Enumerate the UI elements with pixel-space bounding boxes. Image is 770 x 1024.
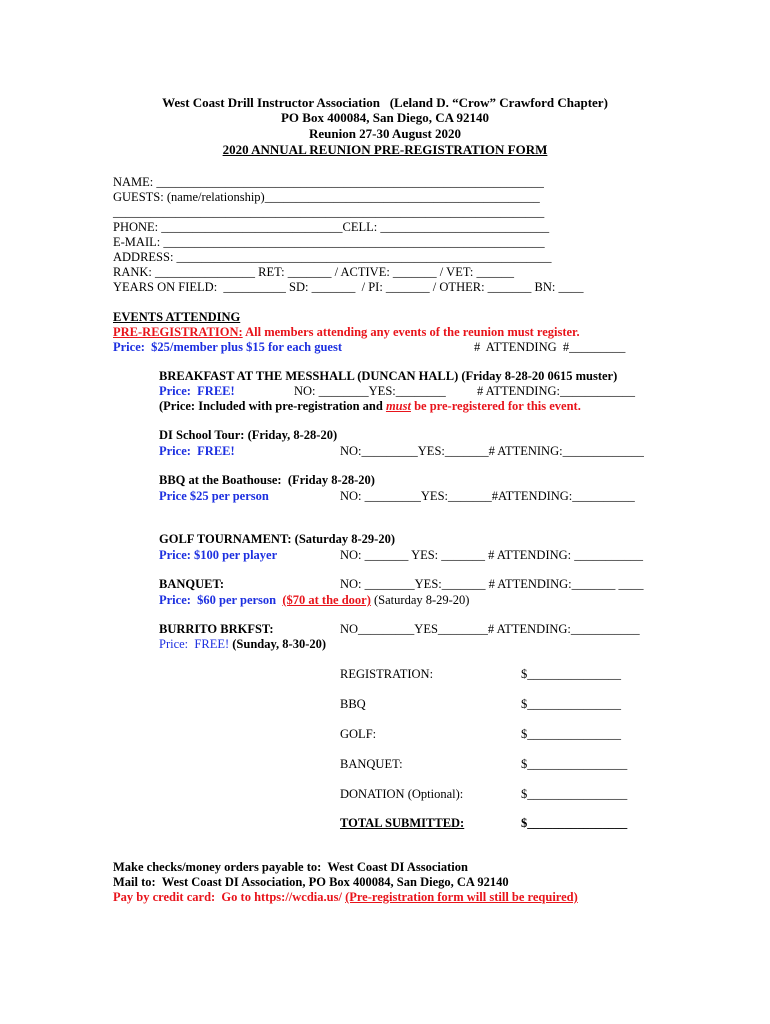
years-on-field[interactable]: YEARS ON FIELD: __________ SD: _______ / PI: _______ / OTHER: _______ BN: ____ bbox=[113, 280, 584, 294]
golf-fields[interactable]: NO: _______ YES: _______ # ATTENDING: ___________ bbox=[340, 548, 644, 562]
credit-card-instructions bbox=[113, 890, 578, 905]
phone-cell-field[interactable]: PHONE: _____________________________CELL: ___________________________ bbox=[113, 220, 550, 234]
breakfast-title: BREAKFAST AT THE MESSHALL (DUNCAN HALL) (Friday 8-28-20 0615 muster) bbox=[159, 369, 618, 383]
checks-payable: Make checks/money orders payable to: West Coast DI Association bbox=[113, 860, 468, 874]
total-amount-bbq[interactable]: $_______________ bbox=[521, 697, 621, 711]
total-amount-banquet[interactable]: $________________ bbox=[521, 757, 628, 771]
bbq-price: Price $25 per person bbox=[159, 489, 269, 503]
rank-status-field[interactable]: RANK: ________________ RET: _______ / ACTIVE: _______ / VET: ______ bbox=[113, 265, 514, 279]
registration-price: Price: $25/member plus $15 for each guest bbox=[113, 340, 343, 354]
registration-attending-field[interactable]: # ATTENDING #_________ bbox=[474, 340, 626, 354]
banquet-price-text: Price: $60 per person bbox=[159, 593, 283, 607]
total-label-registration: REGISTRATION: bbox=[340, 667, 434, 681]
banquet-price bbox=[159, 593, 469, 608]
breakfast-price: Price: FREE! bbox=[159, 384, 235, 398]
name-field[interactable]: NAME: ______________________________________________________________ bbox=[113, 175, 544, 189]
mail-to-address: Mail to: West Coast DI Association, PO Box 400084, San Diego, CA 92140 bbox=[113, 875, 509, 889]
bbq-title: BBQ at the Boathouse: (Friday 8-28-20) bbox=[159, 473, 375, 487]
total-label-submitted: TOTAL SUBMITTED: bbox=[340, 816, 465, 830]
credit-card-text[interactable]: Pay by credit card: Go to https://wcdia.us/ bbox=[113, 890, 346, 904]
email-field[interactable]: E-MAIL: _____________________________________________________________ bbox=[113, 235, 545, 249]
banquet-door-price: ($70 at the door) bbox=[282, 593, 371, 607]
tour-price: Price: FREE! bbox=[159, 444, 235, 458]
form-title: 2020 ANNUAL REUNION PRE-REGISTRATION FORM bbox=[222, 142, 548, 157]
breakfast-fields[interactable]: NO: ________YES:________ # ATTENDING:____________ bbox=[294, 384, 635, 398]
burrito-title: BURRITO BRKFST: bbox=[159, 622, 274, 636]
prereg-text: All members attending any events of the reunion must register. bbox=[242, 325, 580, 339]
total-label-bbq: BBQ bbox=[340, 697, 366, 711]
reunion-dates: Reunion 27-30 August 2020 bbox=[308, 126, 462, 141]
banquet-date: (Saturday 8-29-20) bbox=[370, 593, 470, 607]
prereg-notice bbox=[113, 325, 580, 340]
total-amount-golf[interactable]: $_______________ bbox=[521, 727, 621, 741]
association-name: West Coast Drill Instructor Association (Leland D. “Crow” Crawford Chapter) bbox=[162, 95, 608, 110]
breakfast-note-must: must bbox=[385, 399, 411, 413]
breakfast-note-end: be pre-registered for this event. bbox=[410, 399, 581, 413]
address-field[interactable]: ADDRESS: ____________________________________________________________ bbox=[113, 250, 552, 264]
golf-title: GOLF TOURNAMENT: (Saturday 8-29-20) bbox=[159, 532, 395, 546]
total-label-donation: DONATION (Optional): bbox=[340, 787, 464, 801]
burrito-date: (Sunday, 8-30-20) bbox=[229, 637, 327, 651]
breakfast-note bbox=[159, 399, 581, 414]
banquet-title: BANQUET: bbox=[159, 577, 225, 591]
guests-field[interactable]: GUESTS: (name/relationship)____________________________________________ bbox=[113, 190, 540, 204]
tour-fields[interactable]: NO:_________YES:_______# ATTENING:_____________ bbox=[340, 444, 644, 458]
burrito-price-label: Price: FREE! bbox=[159, 637, 230, 651]
tour-title: DI School Tour: (Friday, 8-28-20) bbox=[159, 428, 338, 442]
total-amount-donation[interactable]: $________________ bbox=[521, 787, 628, 801]
burrito-price bbox=[159, 637, 326, 652]
events-heading: EVENTS ATTENDING bbox=[113, 310, 241, 324]
burrito-fields[interactable]: NO_________YES________# ATTENDING:___________ bbox=[340, 622, 640, 636]
prereg-label: PRE-REGISTRATION: bbox=[113, 325, 243, 339]
credit-card-note: (Pre-registration form will still be required) bbox=[345, 890, 578, 904]
total-amount-registration[interactable]: $_______________ bbox=[521, 667, 621, 681]
breakfast-note-text: (Price: Included with pre-registration and bbox=[159, 399, 386, 413]
golf-price: Price: $100 per player bbox=[159, 548, 278, 562]
banquet-fields[interactable]: NO: ________YES:_______ # ATTENDING:_______ ____ bbox=[340, 577, 644, 591]
bbq-fields[interactable]: NO: _________YES:_______#ATTENDING:__________ bbox=[340, 489, 635, 503]
total-label-golf: GOLF: bbox=[340, 727, 377, 741]
association-address: PO Box 400084, San Diego, CA 92140 bbox=[280, 110, 489, 125]
guests-continued-field[interactable]: _____________________________________________________________________ bbox=[113, 205, 545, 219]
total-amount-submitted[interactable]: $________________ bbox=[521, 816, 628, 830]
total-label-banquet: BANQUET: bbox=[340, 757, 403, 771]
